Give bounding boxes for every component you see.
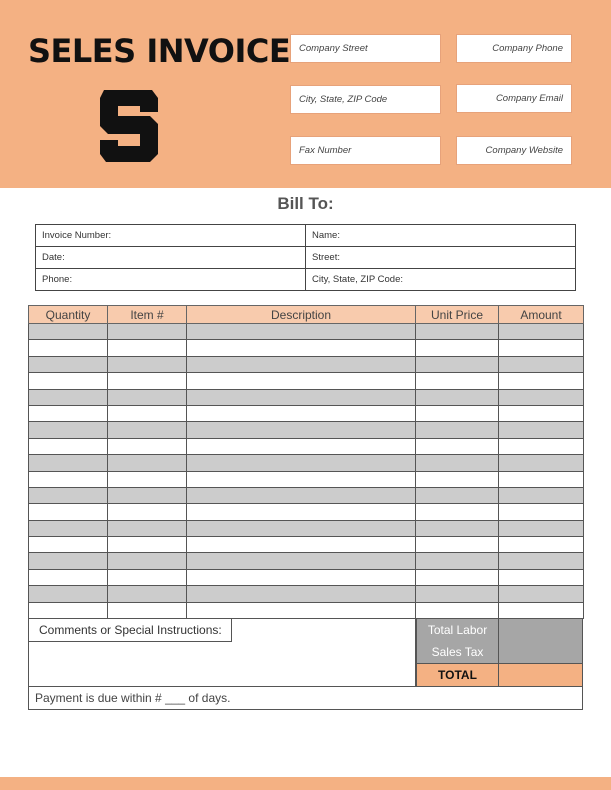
table-row [29, 586, 584, 602]
company-city-field[interactable]: City, State, ZIP Code [290, 85, 441, 114]
table-cell[interactable] [108, 356, 187, 372]
invoice-header [0, 0, 611, 188]
table-row [29, 405, 584, 421]
table-cell[interactable] [187, 487, 416, 503]
table-cell[interactable] [29, 537, 108, 553]
table-row [29, 455, 584, 471]
table-cell[interactable] [108, 373, 187, 389]
table-cell[interactable] [499, 569, 584, 585]
table-cell[interactable] [29, 340, 108, 356]
table-cell[interactable] [499, 340, 584, 356]
table-cell[interactable] [29, 389, 108, 405]
table-cell[interactable] [187, 569, 416, 585]
table-cell[interactable] [499, 405, 584, 421]
table-cell[interactable] [108, 504, 187, 520]
table-cell[interactable] [187, 438, 416, 454]
table-cell[interactable] [108, 602, 187, 618]
payment-terms: Payment is due within # ___ of days. [28, 686, 583, 710]
company-phone-field[interactable]: Company Phone [456, 34, 572, 63]
table-cell[interactable] [416, 602, 499, 618]
table-cell[interactable] [499, 586, 584, 602]
table-cell[interactable] [416, 422, 499, 438]
table-cell[interactable] [416, 373, 499, 389]
table-cell[interactable] [499, 537, 584, 553]
table-cell[interactable] [416, 569, 499, 585]
table-cell[interactable] [416, 405, 499, 421]
table-cell[interactable] [499, 471, 584, 487]
table-cell[interactable] [187, 373, 416, 389]
table-cell[interactable] [499, 487, 584, 503]
table-cell[interactable] [416, 586, 499, 602]
table-cell[interactable] [108, 340, 187, 356]
bill-to-table [35, 224, 576, 291]
table-cell[interactable] [416, 356, 499, 372]
table-cell[interactable] [187, 356, 416, 372]
table-row [29, 422, 584, 438]
table-cell[interactable] [108, 324, 187, 340]
table-row [29, 389, 584, 405]
table-cell[interactable] [29, 520, 108, 536]
table-row [29, 438, 584, 454]
invoice-number-field[interactable]: Invoice Number: [36, 225, 306, 247]
table-cell[interactable] [187, 586, 416, 602]
table-cell[interactable] [29, 504, 108, 520]
table-cell[interactable] [187, 504, 416, 520]
table-cell[interactable] [108, 487, 187, 503]
table-row [29, 487, 584, 503]
line-items-table [28, 305, 584, 619]
table-cell[interactable] [416, 340, 499, 356]
table-cell[interactable] [499, 520, 584, 536]
table-cell[interactable] [499, 455, 584, 471]
table-cell[interactable] [416, 324, 499, 340]
table-cell[interactable] [187, 553, 416, 569]
table-cell[interactable] [29, 553, 108, 569]
table-cell[interactable] [416, 438, 499, 454]
table-cell[interactable] [29, 405, 108, 421]
table-cell[interactable] [416, 553, 499, 569]
column-header-unit-price: Unit Price [416, 306, 499, 324]
table-cell[interactable] [499, 504, 584, 520]
table-row [29, 504, 584, 520]
phone-field[interactable]: Phone: [36, 269, 306, 291]
line-items-header-row [29, 306, 584, 324]
table-cell[interactable] [416, 537, 499, 553]
table-cell[interactable] [416, 520, 499, 536]
name-field[interactable]: Name: [306, 225, 576, 247]
table-row [29, 471, 584, 487]
table-cell[interactable] [29, 373, 108, 389]
table-cell[interactable] [108, 422, 187, 438]
bill-to-heading: Bill To: [277, 194, 334, 213]
table-cell[interactable] [108, 520, 187, 536]
company-email-field[interactable]: Company Email [456, 84, 572, 113]
table-cell[interactable] [499, 356, 584, 372]
table-cell[interactable] [108, 389, 187, 405]
total-labor-value[interactable] [498, 618, 583, 642]
table-cell[interactable] [108, 471, 187, 487]
table-cell[interactable] [108, 553, 187, 569]
company-website-field[interactable]: Company Website [456, 136, 572, 165]
table-cell[interactable] [187, 389, 416, 405]
table-cell[interactable] [187, 537, 416, 553]
line-items-body [29, 324, 584, 619]
table-row [29, 537, 584, 553]
column-header-description: Description [187, 306, 416, 324]
table-cell[interactable] [187, 422, 416, 438]
table-cell[interactable] [108, 405, 187, 421]
table-cell[interactable] [29, 324, 108, 340]
table-cell[interactable] [499, 422, 584, 438]
table-cell[interactable] [29, 586, 108, 602]
table-cell[interactable] [29, 471, 108, 487]
table-cell[interactable] [187, 471, 416, 487]
sales-tax-value[interactable] [498, 641, 583, 664]
table-cell[interactable] [108, 569, 187, 585]
street-field[interactable]: Street: [306, 247, 576, 269]
table-cell[interactable] [416, 389, 499, 405]
date-field[interactable]: Date: [36, 247, 306, 269]
table-row [29, 602, 584, 618]
table-row [29, 324, 584, 340]
table-row [29, 569, 584, 585]
table-cell[interactable] [499, 438, 584, 454]
table-cell[interactable] [108, 586, 187, 602]
table-cell[interactable] [108, 438, 187, 454]
table-row [29, 520, 584, 536]
table-cell[interactable] [187, 455, 416, 471]
table-cell[interactable] [499, 602, 584, 618]
sales-tax-label: Sales Tax [416, 641, 499, 664]
table-cell[interactable] [29, 438, 108, 454]
table-cell[interactable] [29, 487, 108, 503]
company-logo-s-icon [96, 86, 162, 166]
column-header-amount: Amount [499, 306, 584, 324]
table-cell[interactable] [187, 405, 416, 421]
table-cell[interactable] [499, 373, 584, 389]
table-row [29, 373, 584, 389]
table-cell[interactable] [187, 520, 416, 536]
table-cell[interactable] [416, 487, 499, 503]
table-row [29, 553, 584, 569]
table-cell[interactable] [187, 602, 416, 618]
comments-label: Comments or Special Instructions: [28, 619, 232, 642]
invoice-title: SELES INVOICE [28, 32, 291, 70]
table-row [29, 340, 584, 356]
column-header-quantity: Quantity [29, 306, 108, 324]
column-header-item-number: Item # [108, 306, 187, 324]
table-cell[interactable] [499, 389, 584, 405]
table-cell[interactable] [108, 537, 187, 553]
company-street-field[interactable]: Company Street [290, 34, 441, 63]
table-cell[interactable] [499, 553, 584, 569]
table-cell[interactable] [29, 602, 108, 618]
table-cell[interactable] [29, 422, 108, 438]
total-label: TOTAL [416, 664, 499, 687]
table-cell[interactable] [416, 455, 499, 471]
table-cell[interactable] [499, 324, 584, 340]
table-cell[interactable] [187, 340, 416, 356]
city-state-zip-field[interactable]: City, State, ZIP Code: [306, 269, 576, 291]
table-cell[interactable] [108, 455, 187, 471]
total-labor-label: Total Labor [416, 618, 499, 642]
total-value[interactable] [498, 664, 583, 687]
fax-number-field[interactable]: Fax Number [290, 136, 441, 165]
table-cell[interactable] [416, 504, 499, 520]
table-cell[interactable] [29, 455, 108, 471]
footer-bar [0, 777, 611, 790]
table-row [29, 356, 584, 372]
table-cell[interactable] [416, 471, 499, 487]
table-cell[interactable] [29, 569, 108, 585]
table-cell[interactable] [187, 324, 416, 340]
table-cell[interactable] [29, 356, 108, 372]
